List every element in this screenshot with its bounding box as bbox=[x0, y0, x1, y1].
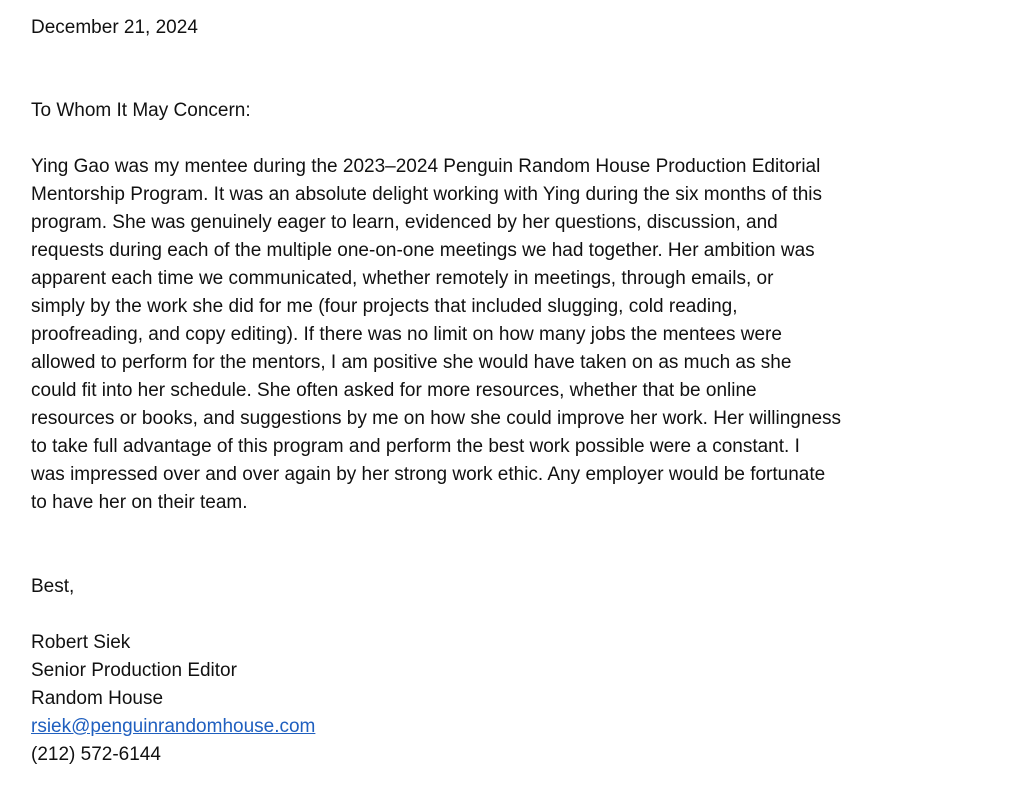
body-line: Mentorship Program. It was an absolute delight working with Ying during the six months of this bbox=[31, 184, 823, 205]
email-link[interactable]: rsiek@penguinrandomhouse.com bbox=[31, 716, 316, 737]
body-line: simply by the work she did for me (four projects that included slugging, cold reading, bbox=[31, 296, 738, 317]
signer-phone: (212) 572-6144 bbox=[31, 744, 161, 765]
body-line: proofreading, and copy editing). If there was no limit on how many jobs the mentees were bbox=[31, 324, 782, 345]
signature-block bbox=[31, 629, 931, 769]
body-line: to take full advantage of this program and perform the best work possible were a constant. I bbox=[31, 436, 800, 457]
body-line: apparent each time we communicated, whether remotely in meetings, through emails, or bbox=[31, 268, 774, 289]
salutation: To Whom It May Concern: bbox=[31, 100, 251, 121]
body-line: Ying Gao was my mentee during the 2023–2024 Penguin Random House Production Editorial bbox=[31, 156, 821, 177]
letter bbox=[31, 14, 931, 769]
body-line: could fit into her schedule. She often asked for more resources, whether that be online bbox=[31, 380, 757, 401]
closing: Best, bbox=[31, 576, 75, 597]
signer-name: Robert Siek bbox=[31, 632, 131, 653]
body-line: requests during each of the multiple one-on-one meetings we had together. Her ambition was bbox=[31, 240, 815, 261]
body-line: program. She was genuinely eager to learn, evidenced by her questions, discussion, and bbox=[31, 212, 778, 233]
letter-body bbox=[31, 153, 931, 517]
body-line: to have her on their team. bbox=[31, 492, 248, 513]
signer-company: Random House bbox=[31, 688, 164, 709]
body-line: allowed to perform for the mentors, I am positive she would have taken on as much as she bbox=[31, 352, 792, 373]
body-line: resources or books, and suggestions by me on how she could improve her work. Her willingness bbox=[31, 408, 842, 429]
signer-title: Senior Production Editor bbox=[31, 660, 237, 681]
letter-date: December 21, 2024 bbox=[31, 17, 198, 38]
body-line: was impressed over and over again by her strong work ethic. Any employer would be fortunate bbox=[31, 464, 826, 485]
